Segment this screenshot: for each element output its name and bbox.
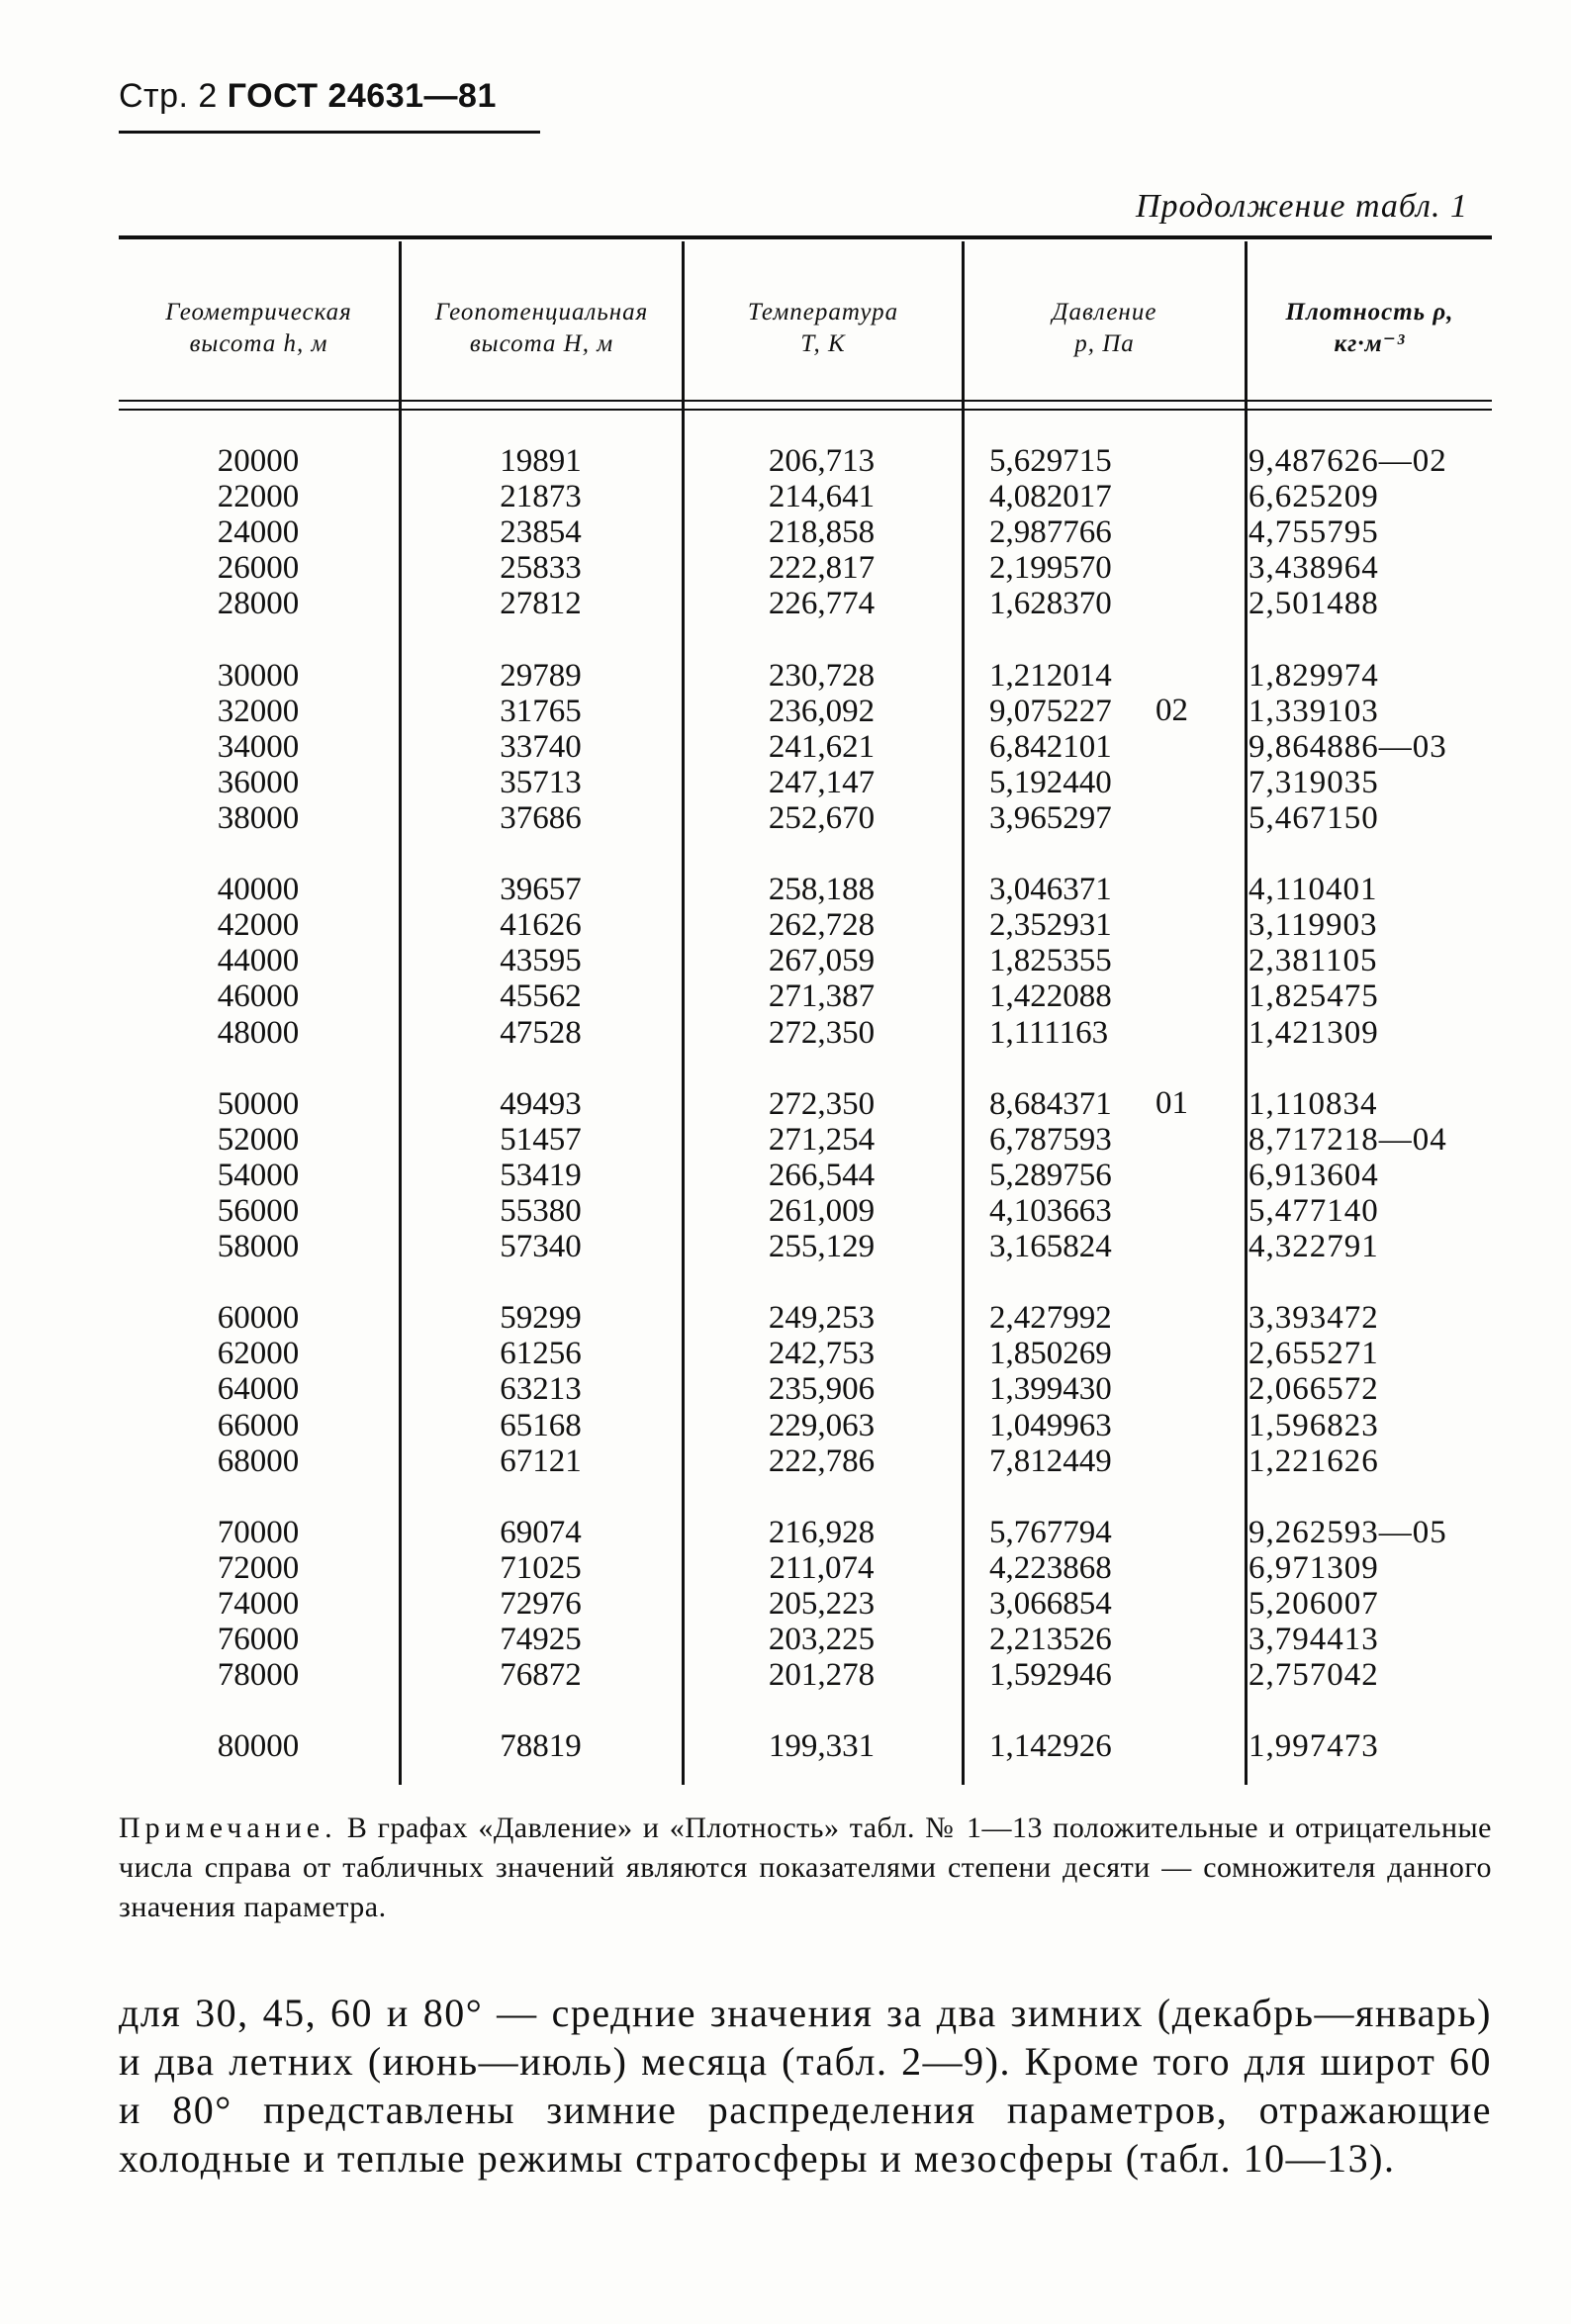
table-cell: 5,289756 xyxy=(989,1157,1112,1193)
table-cell: 37686 xyxy=(500,799,582,836)
table-cell: 8,684371 xyxy=(989,1085,1112,1122)
table-cell: 229,063 xyxy=(768,1407,876,1443)
table-cell: 74000 xyxy=(217,1586,300,1622)
table-cell: 2,655271 xyxy=(1248,1336,1379,1372)
table-cell: 241,621 xyxy=(768,728,876,765)
table-cell: 1,829974 xyxy=(1248,657,1379,694)
table-cell: 5,192440 xyxy=(989,764,1112,800)
geometric-height-column xyxy=(119,443,398,1764)
table-cell: 222,786 xyxy=(768,1442,876,1479)
table-cell: 78000 xyxy=(217,1657,300,1694)
table-cell: 1,049963 xyxy=(989,1407,1112,1443)
table-cell: 19891 xyxy=(500,443,582,479)
body-paragraph: для 30, 45, 60 и 80° — средние значения за два зимних (декабрь—январь) и два летних (июнь—июль) месяца (табл. 2—9). Кроме того для широт 60 и 80° представлены зимние распределения параметров, отражающие холодные и теплые режимы стратосферы и мезосферы (табл. 10—13). xyxy=(119,1991,1492,2181)
group-gap xyxy=(401,836,681,872)
table-cell: 32000 xyxy=(217,693,300,729)
table-cell: 5,206007 xyxy=(1248,1586,1379,1622)
table-cell: 52000 xyxy=(217,1121,300,1158)
table-cell: 67121 xyxy=(500,1442,582,1479)
table-cell: 30000 xyxy=(217,657,300,694)
table-cell: 2,213526 xyxy=(989,1622,1112,1658)
table-cell: 9,864886—03 xyxy=(1248,728,1447,765)
table-cell: 24000 xyxy=(217,514,300,551)
table-cell: 226,774 xyxy=(768,586,876,622)
pressure-exponent: 02 xyxy=(1155,693,1188,728)
table-cell: 69074 xyxy=(500,1514,582,1550)
table-cell: 1,596823 xyxy=(1248,1407,1379,1443)
header-line: кг·м⁻³ xyxy=(1334,330,1406,357)
header-pressure xyxy=(965,297,1245,360)
group-gap xyxy=(119,1264,398,1300)
group-gap xyxy=(684,836,960,872)
geopotential-height-column xyxy=(401,443,681,1764)
table-cell: 22000 xyxy=(217,479,300,515)
pressure-exponent: 01 xyxy=(1155,1085,1188,1121)
table-cell: 201,278 xyxy=(768,1657,876,1694)
table-cell: 3,165824 xyxy=(989,1229,1112,1265)
table-cell: 4,103663 xyxy=(989,1192,1112,1229)
table-cell: 205,223 xyxy=(768,1586,876,1622)
table-cell: 2,381105 xyxy=(1248,943,1378,979)
header-line: высота H, м xyxy=(469,330,614,357)
table-cell: 59299 xyxy=(500,1300,582,1337)
table-cell: 23854 xyxy=(500,514,582,551)
table-header-rule-double xyxy=(119,409,1492,411)
group-gap xyxy=(401,621,681,657)
table-cell: 2,501488 xyxy=(1248,586,1379,622)
table-cell: 20000 xyxy=(217,443,300,479)
table-cell: 1,212014 xyxy=(989,657,1112,694)
table-cell: 235,906 xyxy=(768,1371,876,1408)
page-header xyxy=(119,77,497,116)
table-header-rule xyxy=(119,400,1492,402)
table-cell: 4,755795 xyxy=(1248,514,1379,551)
header-line: T, К xyxy=(800,330,846,357)
table-cell: 6,842101 xyxy=(989,728,1112,765)
table-cell: 48000 xyxy=(217,1014,300,1051)
table-cell: 1,997473 xyxy=(1248,1728,1379,1765)
table-cell: 2,066572 xyxy=(1248,1371,1379,1408)
group-gap xyxy=(684,1479,960,1515)
header-geopotential-height xyxy=(402,297,682,360)
table-cell: 38000 xyxy=(217,799,300,836)
group-gap xyxy=(1248,1264,1492,1300)
table-cell: 252,670 xyxy=(768,799,876,836)
table-cell: 28000 xyxy=(217,586,300,622)
table-cell: 1,628370 xyxy=(989,586,1112,622)
table-cell: 62000 xyxy=(217,1336,300,1372)
header-geometric-height xyxy=(119,297,399,360)
table-cell: 41626 xyxy=(500,907,582,944)
table-cell: 49493 xyxy=(500,1085,582,1122)
table-cell: 247,147 xyxy=(768,764,876,800)
table-cell: 76000 xyxy=(217,1622,300,1658)
note-lead: Примечание. xyxy=(119,1812,337,1844)
table-cell: 25833 xyxy=(500,550,582,587)
table-cell: 76872 xyxy=(500,1657,582,1694)
group-gap xyxy=(1248,1051,1492,1086)
table-cell: 271,387 xyxy=(768,978,876,1015)
temperature-column xyxy=(684,443,960,1764)
table-cell: 6,787593 xyxy=(989,1121,1112,1158)
standard-number: ГОСТ 24631—81 xyxy=(227,77,497,115)
table-cell: 1,421309 xyxy=(1248,1014,1379,1051)
table-cell: 206,713 xyxy=(768,443,876,479)
table-cell: 54000 xyxy=(217,1157,300,1193)
table-cell: 80000 xyxy=(217,1728,300,1765)
table-cell: 216,928 xyxy=(768,1514,876,1550)
table-cell: 7,319035 xyxy=(1248,764,1379,800)
table-cell: 55380 xyxy=(500,1192,582,1229)
table-cell: 66000 xyxy=(217,1407,300,1443)
table-cell: 72000 xyxy=(217,1549,300,1586)
table-cell: 42000 xyxy=(217,907,300,944)
table-cell: 5,477140 xyxy=(1248,1192,1379,1229)
table-cell: 4,082017 xyxy=(989,479,1112,515)
table-cell: 36000 xyxy=(217,764,300,800)
group-gap xyxy=(1248,836,1492,872)
table-cell: 29789 xyxy=(500,657,582,694)
table-cell: 1,142926 xyxy=(989,1728,1112,1765)
table-cell: 1,850269 xyxy=(989,1336,1112,1372)
table-cell: 230,728 xyxy=(768,657,876,694)
table-cell: 5,767794 xyxy=(989,1514,1112,1550)
group-gap xyxy=(119,836,398,872)
header-line: Плотность ρ, xyxy=(1285,299,1454,325)
table-cell: 267,059 xyxy=(768,943,876,979)
table-cell: 78819 xyxy=(500,1728,582,1765)
table-cell: 249,253 xyxy=(768,1300,876,1337)
table-cell: 72976 xyxy=(500,1586,582,1622)
header-temperature xyxy=(685,297,962,360)
group-gap xyxy=(119,1693,398,1728)
note-text: В графах «Давление» и «Плотность» табл. № 1—13 положительные и отрицательные числа справа от табличных значений являются показателями степени десяти — сомножителя данного значения параметра. xyxy=(119,1812,1492,1923)
table-cell: 236,092 xyxy=(768,693,876,729)
table-cell: 1,399430 xyxy=(989,1371,1112,1408)
table-cell: 64000 xyxy=(217,1371,300,1408)
group-gap xyxy=(401,1051,681,1086)
table-cell: 2,757042 xyxy=(1248,1657,1379,1694)
table-cell: 1,110834 xyxy=(1248,1085,1378,1122)
table-cell: 56000 xyxy=(217,1192,300,1229)
group-gap xyxy=(684,621,960,657)
table-cell: 9,075227 xyxy=(989,693,1112,729)
table-cell: 218,858 xyxy=(768,514,876,551)
table-cell: 242,753 xyxy=(768,1336,876,1372)
table-cell: 34000 xyxy=(217,728,300,765)
table-cell: 3,438964 xyxy=(1248,550,1379,587)
table-cell: 50000 xyxy=(217,1085,300,1122)
table-cell: 6,971309 xyxy=(1248,1549,1379,1586)
table-cell: 1,422088 xyxy=(989,978,1112,1015)
table-cell: 21873 xyxy=(500,479,582,515)
table-cell: 5,467150 xyxy=(1248,799,1379,836)
table-cell: 3,393472 xyxy=(1248,1300,1379,1337)
page-label: Стр. 2 xyxy=(119,77,218,115)
table-cell: 9,262593—05 xyxy=(1248,1514,1447,1550)
table-top-rule xyxy=(119,235,1492,239)
atmosphere-table xyxy=(119,235,1492,1789)
group-gap xyxy=(684,1051,960,1086)
table-cell: 2,199570 xyxy=(989,550,1112,587)
table-cell: 272,350 xyxy=(768,1014,876,1051)
table-cell: 271,254 xyxy=(768,1121,876,1158)
table-cell: 261,009 xyxy=(768,1192,876,1229)
table-cell: 6,913604 xyxy=(1248,1157,1379,1193)
table-cell: 61256 xyxy=(500,1336,582,1372)
header-rule xyxy=(119,131,540,134)
header-line: p, Па xyxy=(1074,330,1135,357)
table-cell: 44000 xyxy=(217,943,300,979)
table-cell: 3,794413 xyxy=(1248,1622,1379,1658)
header-line: Геопотенциальная xyxy=(434,299,649,325)
group-gap xyxy=(119,1051,398,1086)
table-cell: 58000 xyxy=(217,1229,300,1265)
group-gap xyxy=(684,1264,960,1300)
table-cell: 63213 xyxy=(500,1371,582,1408)
table-cell: 47528 xyxy=(500,1014,582,1051)
table-cell: 40000 xyxy=(217,872,300,908)
table-cell: 65168 xyxy=(500,1407,582,1443)
table-cell: 46000 xyxy=(217,978,300,1015)
group-gap xyxy=(119,621,398,657)
table-cell: 4,322791 xyxy=(1248,1229,1379,1265)
table-cell: 1,592946 xyxy=(989,1657,1112,1694)
table-cell: 33740 xyxy=(500,728,582,765)
group-gap xyxy=(684,1693,960,1728)
table-cell: 5,629715 xyxy=(989,443,1112,479)
table-cell: 9,487626—02 xyxy=(1248,443,1447,479)
table-cell: 35713 xyxy=(500,764,582,800)
header-line: высота h, м xyxy=(189,330,328,357)
table-cell: 1,339103 xyxy=(1248,693,1379,729)
table-cell: 43595 xyxy=(500,943,582,979)
table-cell: 45562 xyxy=(500,978,582,1015)
table-cell: 1,111163 xyxy=(989,1014,1109,1051)
table-cell: 4,110401 xyxy=(1248,872,1378,908)
table-cell: 199,331 xyxy=(768,1728,876,1765)
header-line: Температура xyxy=(747,299,899,325)
table-cell: 214,641 xyxy=(768,479,876,515)
table-cell: 68000 xyxy=(217,1442,300,1479)
table-cell: 258,188 xyxy=(768,872,876,908)
table-cell: 57340 xyxy=(500,1229,582,1265)
group-gap xyxy=(1248,1479,1492,1515)
table-cell: 255,129 xyxy=(768,1229,876,1265)
table-cell: 1,825475 xyxy=(1248,978,1379,1015)
table-cell: 26000 xyxy=(217,550,300,587)
table-note xyxy=(119,1809,1492,1927)
table-cell: 27812 xyxy=(500,586,582,622)
table-cell: 272,350 xyxy=(768,1085,876,1122)
table-cell: 3,965297 xyxy=(989,799,1112,836)
table-cell: 31765 xyxy=(500,693,582,729)
table-cell: 71025 xyxy=(500,1549,582,1586)
table-cell: 266,544 xyxy=(768,1157,876,1193)
group-gap xyxy=(401,1479,681,1515)
table-cell: 2,352931 xyxy=(989,907,1112,944)
table-cell: 262,728 xyxy=(768,907,876,944)
table-cell: 1,825355 xyxy=(989,943,1112,979)
table-cell: 211,074 xyxy=(769,1549,875,1586)
table-cell: 53419 xyxy=(500,1157,582,1193)
table-cell: 203,225 xyxy=(768,1622,876,1658)
group-gap xyxy=(401,1264,681,1300)
table-cell: 39657 xyxy=(500,872,582,908)
table-cell: 4,223868 xyxy=(989,1549,1112,1586)
table-cell: 1,221626 xyxy=(1248,1442,1379,1479)
table-cell: 8,717218—04 xyxy=(1248,1121,1447,1158)
header-line: Геометрическая xyxy=(165,299,352,325)
table-cell: 222,817 xyxy=(768,550,876,587)
table-cell: 70000 xyxy=(217,1514,300,1550)
header-density xyxy=(1248,297,1492,360)
column-divider xyxy=(962,241,965,1785)
table-cell: 2,427992 xyxy=(989,1300,1112,1337)
group-gap xyxy=(1248,621,1492,657)
table-cell: 3,119903 xyxy=(1248,907,1378,944)
table-cell: 74925 xyxy=(500,1622,582,1658)
group-gap xyxy=(1248,1693,1492,1728)
table-continuation-label: Продолжение табл. 1 xyxy=(1135,188,1468,225)
header-line: Давление xyxy=(1052,299,1157,325)
table-cell: 60000 xyxy=(217,1300,300,1337)
table-cell: 6,625209 xyxy=(1248,479,1379,515)
table-cell: 7,812449 xyxy=(989,1442,1112,1479)
table-cell: 51457 xyxy=(500,1121,582,1158)
table-cell: 3,066854 xyxy=(989,1586,1112,1622)
group-gap xyxy=(401,1693,681,1728)
table-cell: 3,046371 xyxy=(989,872,1112,908)
table-cell: 2,987766 xyxy=(989,514,1112,551)
density-column xyxy=(1248,443,1492,1764)
group-gap xyxy=(119,1479,398,1515)
